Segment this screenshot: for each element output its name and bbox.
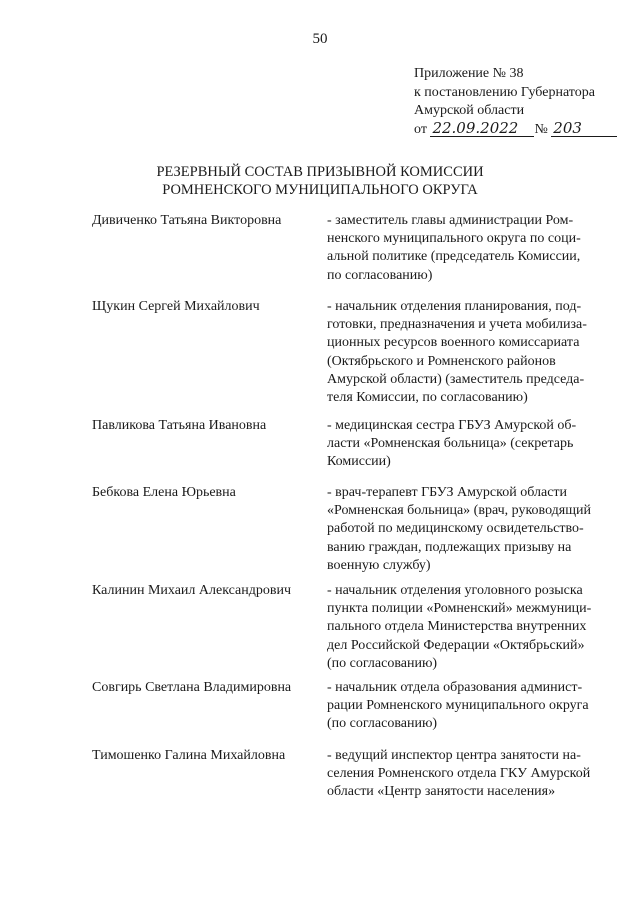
member-name: Павликова Татьяна Ивановна [92, 418, 267, 433]
appendix-date-line [414, 118, 629, 140]
member-role [327, 582, 611, 673]
document-title-line-1: РЕЗЕРВНЫЙ СОСТАВ ПРИЗЫВНОЙ КОМИССИИ [156, 164, 484, 180]
role-line: (Октябрьского и Ромненского районов [327, 353, 556, 369]
role-line: дел Российской Федерации «Октябрьский» [327, 637, 585, 653]
date-prefix: от [414, 121, 427, 137]
role-line: ванию граждан, подлежащих призыву на [327, 539, 572, 555]
role-line: селения Ромненского отдела ГКУ Амурской [327, 766, 591, 782]
member-name: Калинин Михаил Александрович [92, 583, 292, 598]
role-line: Комиссии) [327, 454, 391, 470]
member-name: Тимошенко Галина Михайловна [92, 748, 286, 763]
role-line: - начальник отделения планирования, под- [327, 299, 582, 314]
role-line: работой по медицинскому освидетельство- [327, 521, 584, 537]
appendix-title: Приложение № 38 [414, 66, 524, 81]
appendix-decree: к постановлению Губернатора [414, 84, 595, 100]
role-line: области «Центр занятости населения» [327, 784, 556, 800]
role-line: ласти «Ромненская больница» (секретарь [327, 436, 574, 452]
role-line: альной политике (председатель Комиссии, [327, 249, 581, 265]
role-line: готовки, предназначения и учета мобилиза- [327, 317, 587, 333]
handwritten-number: 203 [551, 121, 617, 137]
document-title-line-2: РОМНЕНСКОГО МУНИЦИПАЛЬНОГО ОКРУГА [162, 182, 478, 198]
member-role [327, 679, 611, 734]
member-role [327, 212, 611, 285]
role-line: военную службу) [327, 557, 431, 573]
document-title [0, 163, 640, 199]
member-role [327, 484, 611, 575]
member-name: Бебкова Елена Юрьевна [92, 485, 236, 500]
role-line: «Ромненская больница» (врач, руководящий [327, 503, 591, 519]
role-line: теля Комиссии, по согласованию) [327, 390, 528, 406]
page-number: 50 [312, 31, 328, 47]
member-role [327, 417, 611, 472]
role-line: - начальник отдела образования админист- [327, 680, 583, 695]
role-line: ненского муниципального округа по соци- [327, 231, 581, 247]
role-line: - начальник отделения уголовного розыска [327, 583, 583, 598]
role-line: пального отдела Министерства внутренних [327, 619, 587, 635]
role-line: (по согласованию) [327, 716, 438, 732]
role-line: - врач-терапевт ГБУЗ Амурской области [327, 485, 568, 500]
member-name: Щукин Сергей Михайлович [92, 299, 260, 314]
role-line: - медицинская сестра ГБУЗ Амурской об- [327, 418, 577, 433]
member-name: Дивиченко Татьяна Викторовна [92, 213, 282, 228]
role-line: рации Ромненского муниципального округа [327, 698, 589, 714]
role-line: по согласованию) [327, 267, 433, 283]
member-role [327, 298, 611, 407]
role-line: Амурской области) (заместитель председа- [327, 371, 585, 387]
role-line: ционных ресурсов военного комиссариата [327, 335, 580, 351]
handwritten-date: 22.09.2022 [430, 121, 534, 137]
member-role [327, 747, 611, 802]
role-line: пункта полиции «Ромненский» межмуници- [327, 601, 592, 617]
role-line: - заместитель главы администрации Ром- [327, 213, 574, 228]
number-sign: № [534, 121, 548, 137]
role-line: - ведущий инспектор центра занятости на- [327, 748, 581, 763]
role-line: (по согласованию) [327, 655, 438, 671]
member-name: Совгирь Светлана Владимировна [92, 680, 292, 695]
appendix-block [414, 65, 629, 139]
appendix-region: Амурской области [414, 103, 525, 118]
